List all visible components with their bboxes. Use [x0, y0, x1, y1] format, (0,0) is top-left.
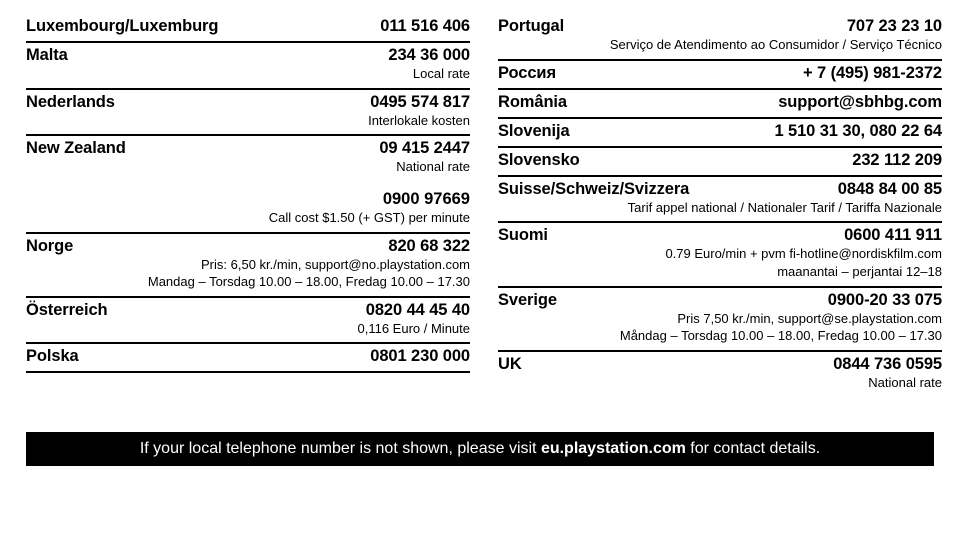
footer-prefix: If your local telephone number is not shown, please visit: [139, 440, 541, 457]
phone-number: 234 36 000: [388, 46, 470, 64]
contact-entry: [26, 296, 470, 343]
country-name: Suisse/Schweiz/Svizzera: [498, 179, 690, 198]
entry-header: [26, 237, 470, 256]
contact-entry: [498, 286, 942, 350]
entry-header: [498, 180, 942, 199]
contact-entry: [26, 342, 470, 373]
entry-note: maanantai – perjantai 12–18: [777, 263, 942, 279]
entry-note: 0.79 Euro/min + pvm fi-hotline@nordiskfilm.com: [665, 246, 942, 262]
country-name: Россия: [498, 63, 556, 82]
entry-note: Mandag – Torsdag 10.00 – 18.00, Fredag 10.00 – 17.30: [147, 274, 470, 290]
phone-number: + 7 (495) 981-2372: [802, 63, 942, 82]
entry-header: [498, 226, 942, 245]
entry-header: [26, 17, 470, 36]
entry-note: Serviço de Atendimento ao Consumidor / Serviço Técnico: [609, 37, 942, 52]
phone-number: 0801 230 000: [370, 347, 470, 366]
footer-suffix: for contact details.: [685, 440, 821, 457]
entry-note: Pris: 6,50 kr./min, support@no.playstation.com: [201, 256, 470, 272]
entry-note: Pris 7,50 kr./min, support@se.playstation.com: [677, 310, 942, 326]
entry-secondary-row: [26, 190, 470, 209]
entry-note: National rate: [396, 159, 470, 175]
entry-note: Local rate: [412, 66, 470, 81]
phone-number: 0820 44 45 40: [365, 300, 470, 319]
contact-entry: [498, 117, 942, 146]
country-name: Norge: [26, 236, 74, 255]
phone-number: 0848 84 00 85: [837, 179, 942, 198]
entry-note: National rate: [868, 374, 942, 390]
country-name: Portugal: [498, 17, 565, 35]
country-name: Nederlands: [26, 92, 115, 111]
entry-header: [498, 64, 942, 83]
entry-note: Måndag – Torsdag 10.00 – 18.00, Fredag 10.00 – 17.30: [619, 328, 942, 344]
contact-entry: [498, 59, 942, 88]
entry-header: [26, 46, 470, 65]
country-name: Österreich: [26, 300, 108, 319]
country-name: Sverige: [498, 290, 557, 309]
country-name: Luxembourg/Luxemburg: [26, 17, 219, 35]
entry-header: [498, 151, 942, 170]
entry-note: 0,116 Euro / Minute: [357, 320, 470, 336]
entry-header: [498, 291, 942, 310]
phone-number: 011 516 406: [380, 17, 470, 35]
contact-entry: [498, 350, 942, 397]
phone-number: 0844 736 0595: [833, 354, 942, 373]
phone-number: 820 68 322: [388, 236, 470, 255]
country-name: New Zealand: [26, 139, 126, 158]
contact-entry: [498, 175, 942, 222]
contact-entry: [26, 88, 470, 135]
entry-secondary-note: Call cost $1.50 (+ GST) per minute: [268, 209, 470, 225]
phone-number: 0600 411 911: [844, 226, 942, 245]
entry-header: [498, 17, 942, 36]
contact-entry: [498, 14, 942, 59]
right-column: [498, 14, 942, 396]
phone-number: 232 112 209: [852, 150, 942, 169]
entry-header: [26, 301, 470, 320]
footer-text: [140, 440, 820, 458]
entry-header: [498, 122, 942, 141]
footer-banner: [26, 432, 934, 466]
contact-entry: [26, 14, 470, 41]
country-name: Slovensko: [498, 150, 580, 169]
footer-website-link[interactable]: eu.playstation.com: [540, 440, 686, 457]
country-name: Suomi: [498, 226, 548, 245]
entry-note: Tarif appel national / Nationaler Tarif / Tariffa Nazionale: [627, 199, 942, 215]
entry-header: [26, 347, 470, 366]
entry-header: [498, 93, 942, 112]
country-name: Slovenija: [498, 121, 570, 140]
contact-entry: [26, 41, 470, 88]
phone-number: 0495 574 817: [370, 92, 470, 111]
entry-header: [498, 355, 942, 374]
contact-entry: [498, 221, 942, 285]
country-name: Polska: [26, 347, 79, 366]
contact-entry: [498, 88, 942, 117]
contact-entry: [26, 232, 470, 296]
entry-note: Interlokale kosten: [368, 112, 470, 128]
country-name: România: [498, 92, 567, 111]
phone-number: 09 415 2447: [379, 139, 470, 158]
columns-wrapper: [26, 14, 942, 396]
phone-number: 1 510 31 30, 080 22 64: [774, 121, 942, 140]
entry-header: [26, 139, 470, 158]
contact-entry: [498, 146, 942, 175]
secondary-phone-number: 0900 97669: [382, 189, 470, 208]
contact-email: support@sbhbg.com: [778, 92, 942, 111]
entry-header: [26, 93, 470, 112]
country-name: UK: [498, 354, 522, 373]
left-column: [26, 14, 470, 373]
country-name: Malta: [26, 46, 68, 64]
phone-number: 707 23 23 10: [846, 17, 942, 35]
contact-entry: [26, 134, 470, 231]
phone-number: 0900-20 33 075: [827, 290, 942, 309]
